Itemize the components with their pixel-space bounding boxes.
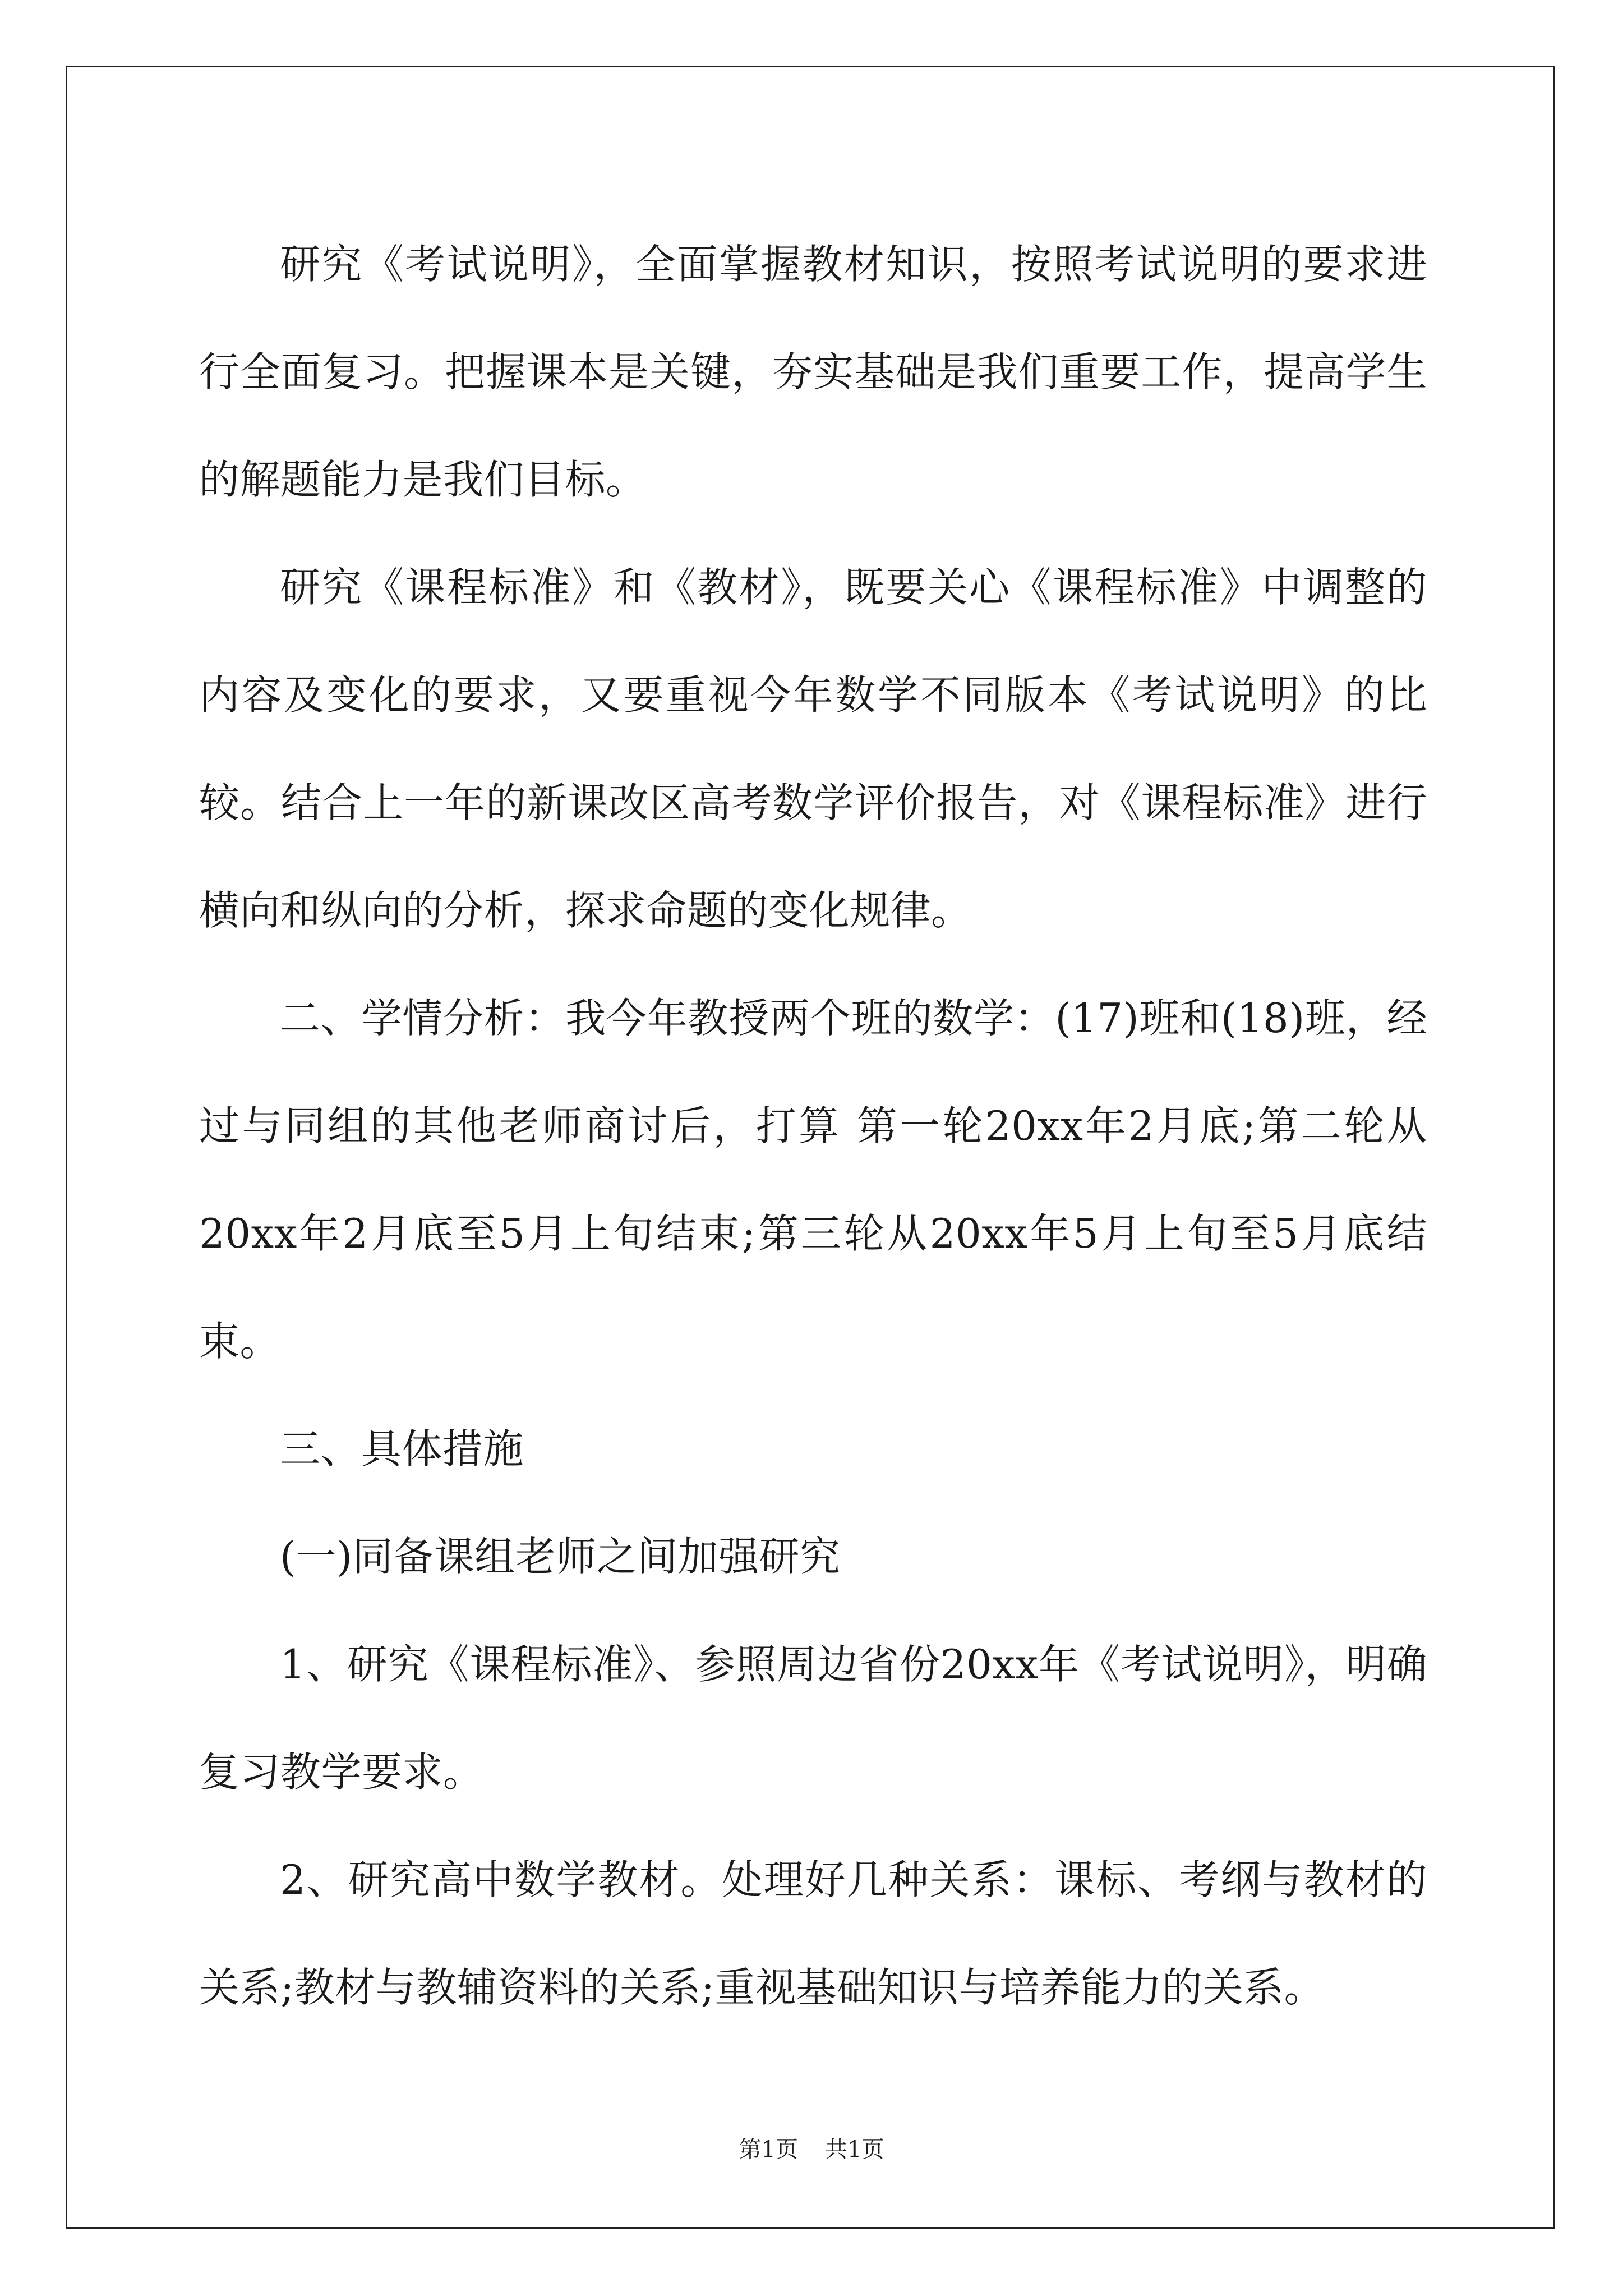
paragraph-curriculum-standard: 研究《课程标准》和《教材》，既要关心《课程标准》中调整的内容及变化的要求，又要重视今年数学不同版本《考试说明》的比较。结合上一年的新课改区高考数学评价报告，对《课程标准》进行横向和纵向的分析，探求命题的变化规律。 (199, 564, 1427, 934)
subheading-group-research: (一)同备课组老师之间加强研究 (280, 1533, 841, 1580)
list-item-1: 1、研究《课程标准》、参照周边省份20xx年《考试说明》，明确复习教学要求。 (199, 1641, 1427, 1796)
page-number: 第1页 (739, 2137, 798, 2162)
paragraph-exam-guide: 研究《考试说明》，全面掌握教材知识，按照考试说明的要求进行全面复习。把握课本是关键，夯实基础是我们重要工作，提高学生的解题能力是我们目标。 (199, 241, 1427, 503)
heading-specific-measures: 三、具体措施 (280, 1425, 524, 1473)
list-item-2: 2、研究高中数学教材。处理好几种关系：课标、考纲与教材的关系;教材与教辅资料的关系;重视基础知识与培养能力的关系。 (199, 1856, 1427, 2011)
page-total: 共1页 (825, 2137, 884, 2162)
paragraph-student-analysis: 二、学情分析：我今年教授两个班的数学：(17)班和(18)班，经过与同组的其他老师商讨后，打算 第一轮20xx年2月底;第二轮从20xx年2月底至5月上旬结束;第三轮从20xx年5月上旬至5月底结束。 (199, 995, 1427, 1365)
page-footer (0, 2132, 1623, 2164)
document-body (199, 210, 1427, 2041)
